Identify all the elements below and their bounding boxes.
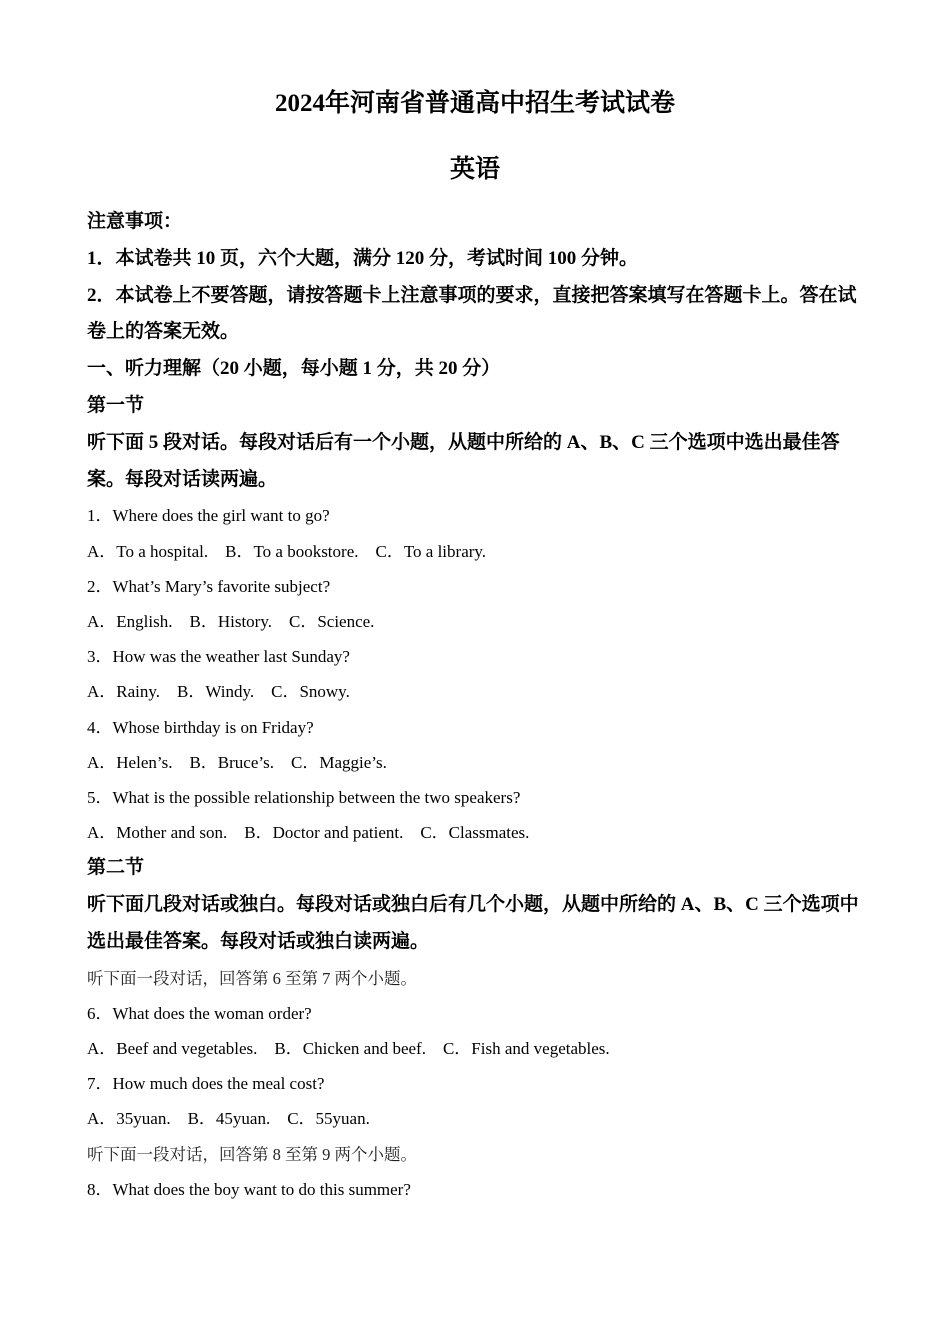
question-options: [87, 1101, 873, 1136]
question-stem: 4．Whose birthday is on Friday?: [87, 717, 314, 737]
option-a: A．English.: [87, 611, 173, 631]
question-stem: 1．Where does the girl want to go?: [87, 506, 330, 526]
option-c: C．Science.: [288, 611, 375, 631]
section-1-title: 第一节: [87, 394, 145, 416]
option-b: B．Chicken and beef.: [274, 1039, 426, 1059]
question-options: [87, 674, 873, 709]
option-b: B．History.: [189, 611, 272, 631]
question-options: [87, 815, 873, 850]
question-stem: 5．What is the possible relationship between the two speakers?: [87, 787, 521, 807]
notice-item-1: 1．本试卷共 10 页，六个大题，满分 120 分，考试时间 100 分钟。: [87, 247, 639, 269]
question-options: [87, 534, 873, 569]
notice-item-2: 2．本试卷上不要答题，请按答题卡上注意事项的要求，直接把答案填写在答题卡上。答在试卷上的答案无效。: [87, 284, 857, 343]
section-1-instruction: 听下面 5 段对话。每段对话后有一个小题，从题中所给的 A、B、C 三个选项中选出最佳答案。每段对话读两遍。: [87, 431, 840, 490]
question-options: [87, 604, 873, 639]
option-c: C．Maggie’s.: [291, 752, 387, 772]
exam-title: 2024年河南省普通高中招生考试试卷: [274, 90, 675, 117]
question-options: [87, 1031, 873, 1066]
option-c: C．55yuan.: [287, 1109, 370, 1129]
subject-title: 英语: [449, 156, 500, 183]
question-stem: 6．What does the woman order?: [87, 1003, 312, 1023]
section-2-instruction: 听下面几段对话或独白。每段对话或独白后有几个小题，从题中所给的 A、B、C 三个选项中选出最佳答案。每段对话或独白读两遍。: [87, 894, 859, 952]
option-a: A．Beef and vegetables.: [87, 1039, 258, 1059]
option-b: B．Windy.: [177, 682, 255, 702]
option-a: A．Mother and son.: [87, 823, 228, 843]
option-c: C．Fish and vegetables.: [442, 1039, 610, 1059]
exam-content: [87, 204, 873, 1207]
question-stem: 7．How much does the meal cost?: [87, 1074, 325, 1094]
option-b: B．Bruce’s.: [189, 752, 274, 772]
option-a: A．Rainy.: [87, 682, 161, 702]
question-stem: 2．What’s Mary’s favorite subject?: [87, 576, 331, 596]
option-a: A．35yuan.: [87, 1109, 171, 1129]
part-title: 一、听力理解（20 小题，每小题 1 分，共 20 分）: [87, 358, 501, 380]
question-stem: 8．What does the boy want to do this summer?: [87, 1179, 411, 1199]
listening-note: 听下面一段对话，回答第 6 至第 7 两个小题。: [87, 968, 417, 988]
option-b: B．Doctor and patient.: [244, 823, 404, 843]
question-stem: 3．How was the weather last Sunday?: [87, 647, 350, 667]
option-c: C．To a library.: [375, 541, 487, 561]
notice-heading: 注意事项：: [87, 211, 183, 232]
question-options: [87, 745, 873, 780]
option-a: A．To a hospital.: [87, 541, 209, 561]
section-2-title: 第二节: [87, 857, 145, 879]
option-c: C．Classmates.: [420, 823, 530, 843]
option-b: B．45yuan.: [187, 1109, 271, 1129]
option-a: A．Helen’s.: [87, 752, 173, 772]
listening-note: 听下面一段对话，回答第 8 至第 9 两个小题。: [87, 1144, 417, 1164]
option-b: B．To a bookstore.: [225, 541, 359, 561]
option-c: C．Snowy.: [271, 682, 350, 702]
